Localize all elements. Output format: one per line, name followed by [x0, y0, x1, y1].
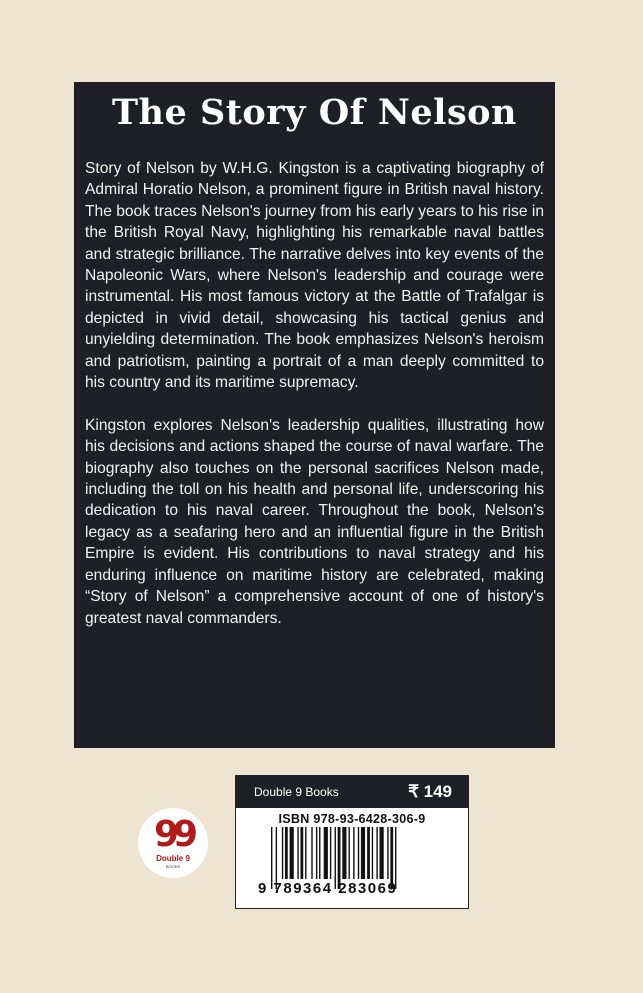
publisher-name: Double 9 Books	[254, 785, 339, 799]
isbn-label: ISBN 978-93-6428-306-9	[278, 812, 426, 826]
barcode-bar	[353, 827, 354, 879]
barcode-bar	[376, 827, 377, 879]
barcode-box	[235, 775, 469, 909]
barcode-bar	[324, 827, 328, 879]
back-cover-blurb-panel	[74, 82, 555, 748]
logo-name: Double 9	[156, 854, 190, 863]
price: ₹ 149	[408, 782, 452, 801]
logo-numerals: 99	[153, 814, 193, 855]
barcode-bar	[297, 827, 298, 879]
book-title: The Story Of Nelson	[112, 92, 517, 133]
barcode-bar	[387, 827, 388, 879]
barcode-bar	[330, 827, 331, 879]
barcode-header	[236, 776, 468, 808]
blurb	[85, 158, 544, 650]
barcode-bar	[349, 827, 350, 879]
barcode-bar	[367, 827, 370, 879]
barcode-bar	[305, 827, 306, 879]
barcode-bar	[342, 827, 346, 879]
blurb-paragraph-2: Kingston explores Nelson's leadership qualities, illustrating how his decisions and actions shaped the course of naval warfare. The biography also touches on the personal sacrifices Nelson made, including the toll on his health and personal life, underscoring his dedication to his naval career. Throughout the book, Nelson's legacy as a seafaring hero and an influential figure in the British Empire is evident. His contributions to naval strategy and his enduring influence on maritime history are celebrated, making “Story of Nelson” a comprehensive account of one of history's greatest naval commanders.	[85, 416, 544, 627]
barcode-bar	[372, 827, 373, 879]
barcode-bar	[319, 827, 320, 879]
publisher-logo	[138, 808, 208, 878]
barcode-bar	[285, 827, 288, 879]
logo-sub: BOOKS	[165, 864, 181, 869]
barcode-bar	[300, 827, 303, 879]
barcode-bar	[361, 827, 365, 879]
barcode-bar	[290, 827, 294, 879]
ean-digits: 9 789364 283069	[258, 880, 398, 897]
barcode-bar	[358, 827, 359, 879]
barcode-bar	[380, 827, 384, 879]
blurb-paragraph-1: Story of Nelson by W.H.G. Kingston is a captivating biography of Admiral Horatio Nelson, a prominent figure in British naval history. The book traces Nelson's journey from his early years to his rise in the British Royal Navy, highlighting his remarkable naval battles and strategic brilliance. The narrative delves into key events of the Napoleonic Wars, where Nelson's leadership and courage were instrumental. His most famous victory at the Battle of Trafalgar is depicted in vivid detail, showcasing his tactical genius and unyielding determination. The book emphasizes Nelson's heroism and patriotism, painting a portrait of a man deeply committed to his country and its maritime supremacy.	[85, 160, 544, 392]
barcode-bar	[316, 827, 317, 879]
barcode-bar	[311, 827, 312, 879]
barcode-bar	[282, 827, 283, 879]
